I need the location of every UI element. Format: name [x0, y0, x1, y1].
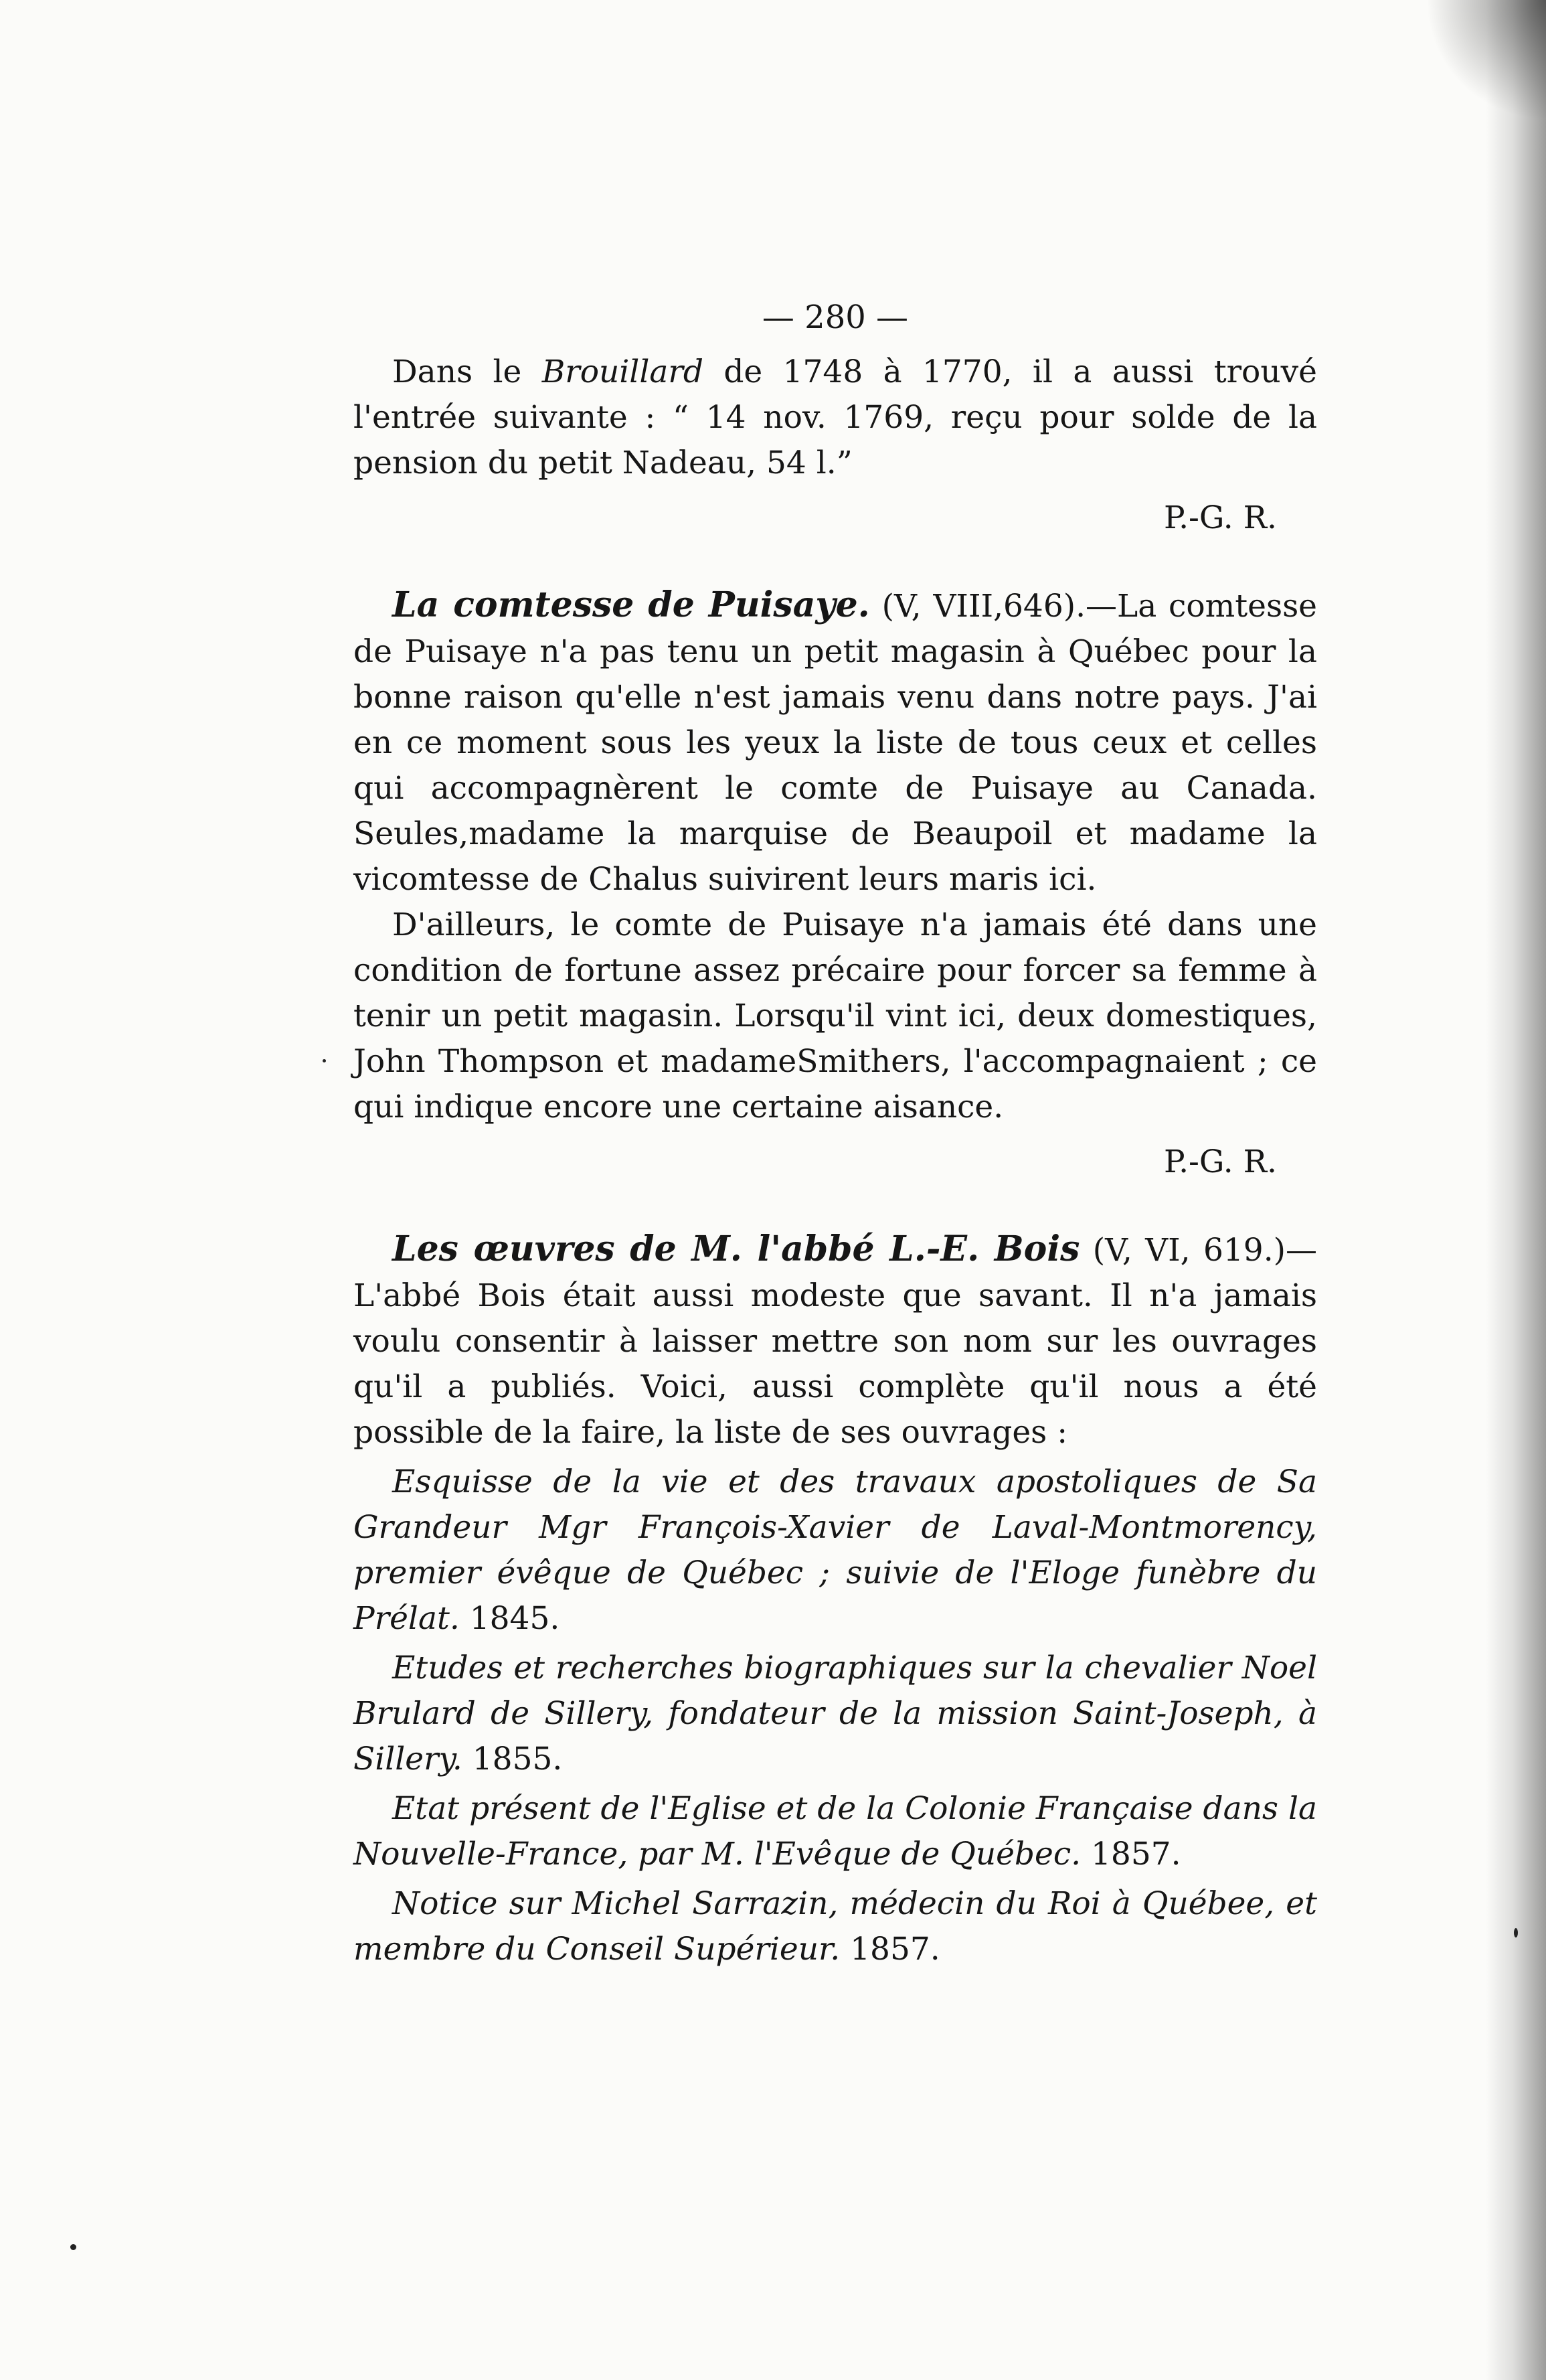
- work-title: Esquisse de la vie et des travaux apostoliques de Sa Grandeur Mgr François-Xavier de Laval-Montmorency, premier évêque de Québec ; suivie de l'Eloge funèbre du Prélat.: [353, 1463, 1317, 1637]
- puisaye-text: (V, VIII,646).—La comtesse de Puisaye n'a pas tenu un petit magasin à Québec pour la bonne raison qu'elle n'est jamais venu dans notre pays. J'ai en ce moment sous les yeux la liste de tous ceux et celles qui accompagnèrent le comte de Puisaye au Canada. Seules,madame la marquise de Beaupoil et madame la vicomtesse de Chalus suivirent leurs maris ici.: [353, 588, 1317, 898]
- work-title: Etudes et recherches biographiques sur la chevalier Noel Brulard de Sillery, fondateur de la mission Saint-Joseph, à Sillery.: [353, 1650, 1317, 1777]
- intro-text-start: Dans le: [392, 353, 542, 390]
- scan-corner-shadow: [1426, 0, 1546, 121]
- page-content: [353, 295, 1317, 1972]
- work-item: [353, 1881, 1317, 1972]
- work-year: 1857.: [1081, 1836, 1181, 1873]
- scan-speck: [70, 2244, 76, 2250]
- work-item: [353, 1786, 1317, 1877]
- bois-paragraph: [353, 1226, 1317, 1455]
- section-title: La comtesse de Puisaye.: [392, 584, 870, 625]
- page-number: — 280 —: [762, 299, 909, 336]
- work-year: 1857.: [840, 1931, 940, 1968]
- work-item: [353, 1459, 1317, 1642]
- signature: P.-G. R.: [1164, 1143, 1277, 1180]
- intro-text-end: de 1748 à 1770, il a aussi trouvé l'entrée suivante : “ 14 nov. 1769, reçu pour solde de la pension du petit Nadeau, 54 l.”: [353, 353, 1317, 481]
- scan-speck: [323, 1059, 326, 1062]
- source-title: Brouillard: [541, 353, 703, 390]
- work-year: 1855.: [462, 1741, 563, 1777]
- scan-edge-shadow: [1486, 0, 1546, 2380]
- section-bois: [353, 1226, 1317, 1972]
- work-year: 1845.: [459, 1600, 560, 1637]
- work-item: [353, 1646, 1317, 1782]
- section-title: Les œuvres de M. l'abbé L.-E. Bois: [392, 1228, 1080, 1269]
- section-puisaye: [353, 582, 1317, 1185]
- work-title: Etat présent de l'Eglise et de la Colonie Française dans la Nouvelle-France, par M. l'Evêque de Québec.: [353, 1790, 1317, 1873]
- puisaye-paragraph-2: D'ailleurs, le comte de Puisaye n'a jamais été dans une condition de fortune assez précaire pour forcer sa femme à tenir un petit magasin. Lorsqu'il vint ici, deux domestiques, John Thompson et madameSmithers, l'accompagnaient ; ce qui indique encore une certaine aisance.: [353, 906, 1317, 1125]
- puisaye-paragraph: [353, 582, 1317, 902]
- intro-paragraph: [353, 349, 1317, 486]
- bois-text: (V, VI, 619.)—L'abbé Bois était aussi modeste que savant. Il n'a jamais voulu consentir à laisser mettre son nom sur les ouvrages qu'il a publiés. Voici, aussi complète qu'il nous a été possible de la faire, la liste de ses ouvrages :: [353, 1232, 1317, 1451]
- scan-speck: [1514, 1928, 1518, 1937]
- work-title: Notice sur Michel Sarrazin, médecin du Roi à Québee, et membre du Conseil Supérieur.: [353, 1885, 1317, 1968]
- signature: P.-G. R.: [1164, 499, 1277, 536]
